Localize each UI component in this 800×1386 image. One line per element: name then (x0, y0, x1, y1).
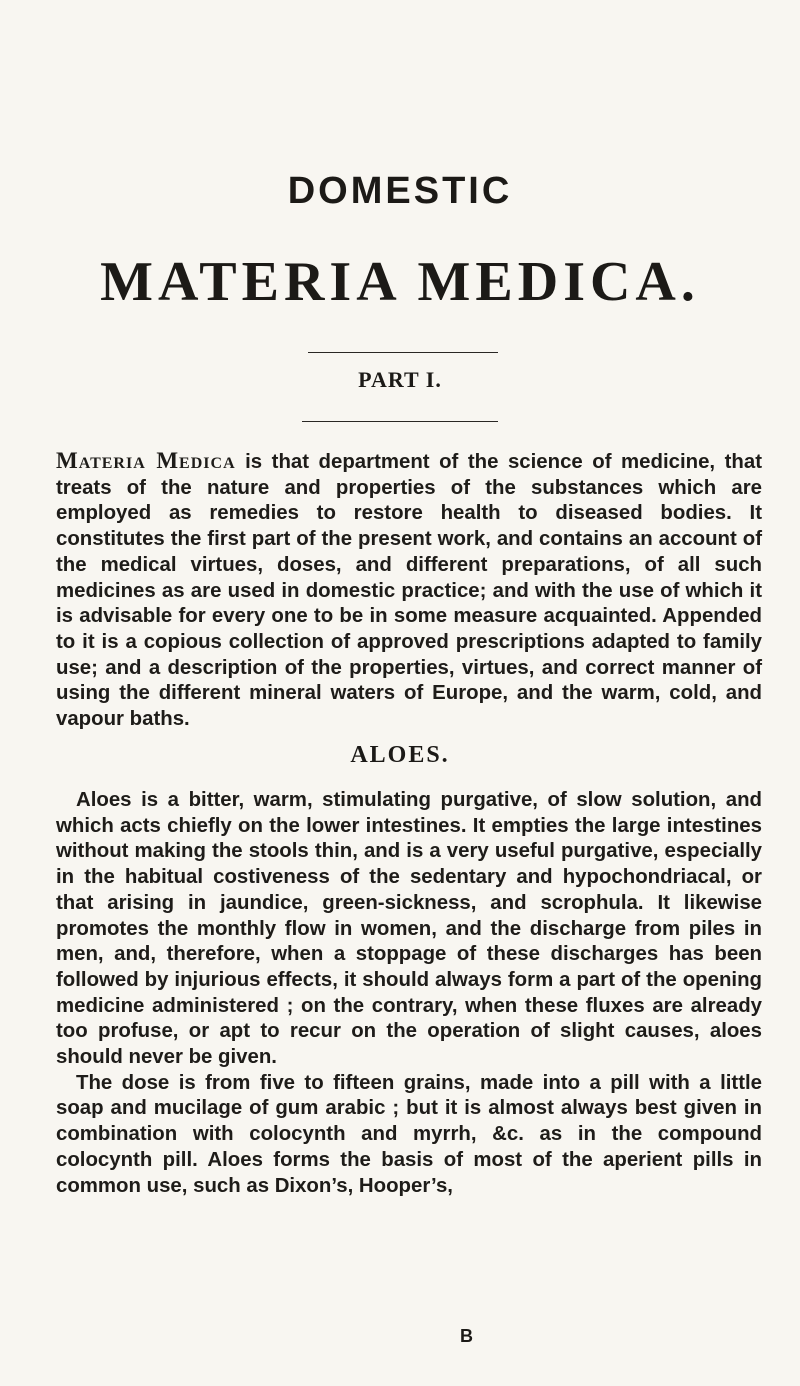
divider-rule-top (308, 352, 498, 353)
divider-rule-bottom (302, 421, 498, 422)
intro-paragraph (56, 448, 762, 733)
signature-mark: B (460, 1326, 473, 1346)
aloes-paragraph-1: Aloes is a bitter, warm, stimulating purgative, of slow solution, and which acts chiefly on the lower intestines. It empties the large intestines without making the stools thin, and is a very useful purgative, especially in the habitual costiveness of the sedentary and hypochondriacal, or that arising in jaundice, green-sickness, and scrophula. It likewise promotes the monthly flow in women, and the discharge from piles in men, and, therefore, when a stoppage of these discharges has been followed by injurious effects, it should always form a part of the opening medicine administered ; on the contrary, when these fluxes are already too profuse, or apt to recur on the operation of slight causes, aloes should never be given. (56, 789, 762, 1069)
intro-lead-term: Materia Medica (56, 448, 236, 473)
aloes-paragraph-2: The dose is from five to fifteen grains, made into a pill with a little soap and mucilage of gum arabic ; but it is almost always best given in combination with colocynth and myrrh, &c. as in the compound colocynth pill. Aloes forms the basis of most of the aperient pills in common use, such as Dixon’s, Hooper’s, (56, 1071, 762, 1197)
intro-text: is that department of the science of medicine, that treats of the nature and properties of the substances which are employed as remedies to restore health to diseased bodies. It constitutes the first part of the present work, and contains an account of the medical virtues, doses, and different preparations, of all such medicines as are used in domestic practice; and with the use of which it is advisable for every one to be in some measure acquainted. Appended to it is a copious collection of approved prescriptions adapted to family use; and a description of the properties, virtues, and correct manner of using the different mineral waters of Europe, and the warm, cold, and vapour baths. (56, 451, 762, 731)
section-heading-aloes: ALOES. (350, 742, 450, 768)
title-materia-medica: MATERIA MEDICA. (100, 251, 700, 313)
title-domestic: DOMESTIC (287, 170, 513, 212)
part-label: PART I. (358, 367, 442, 392)
aloes-section-body (56, 788, 762, 1199)
